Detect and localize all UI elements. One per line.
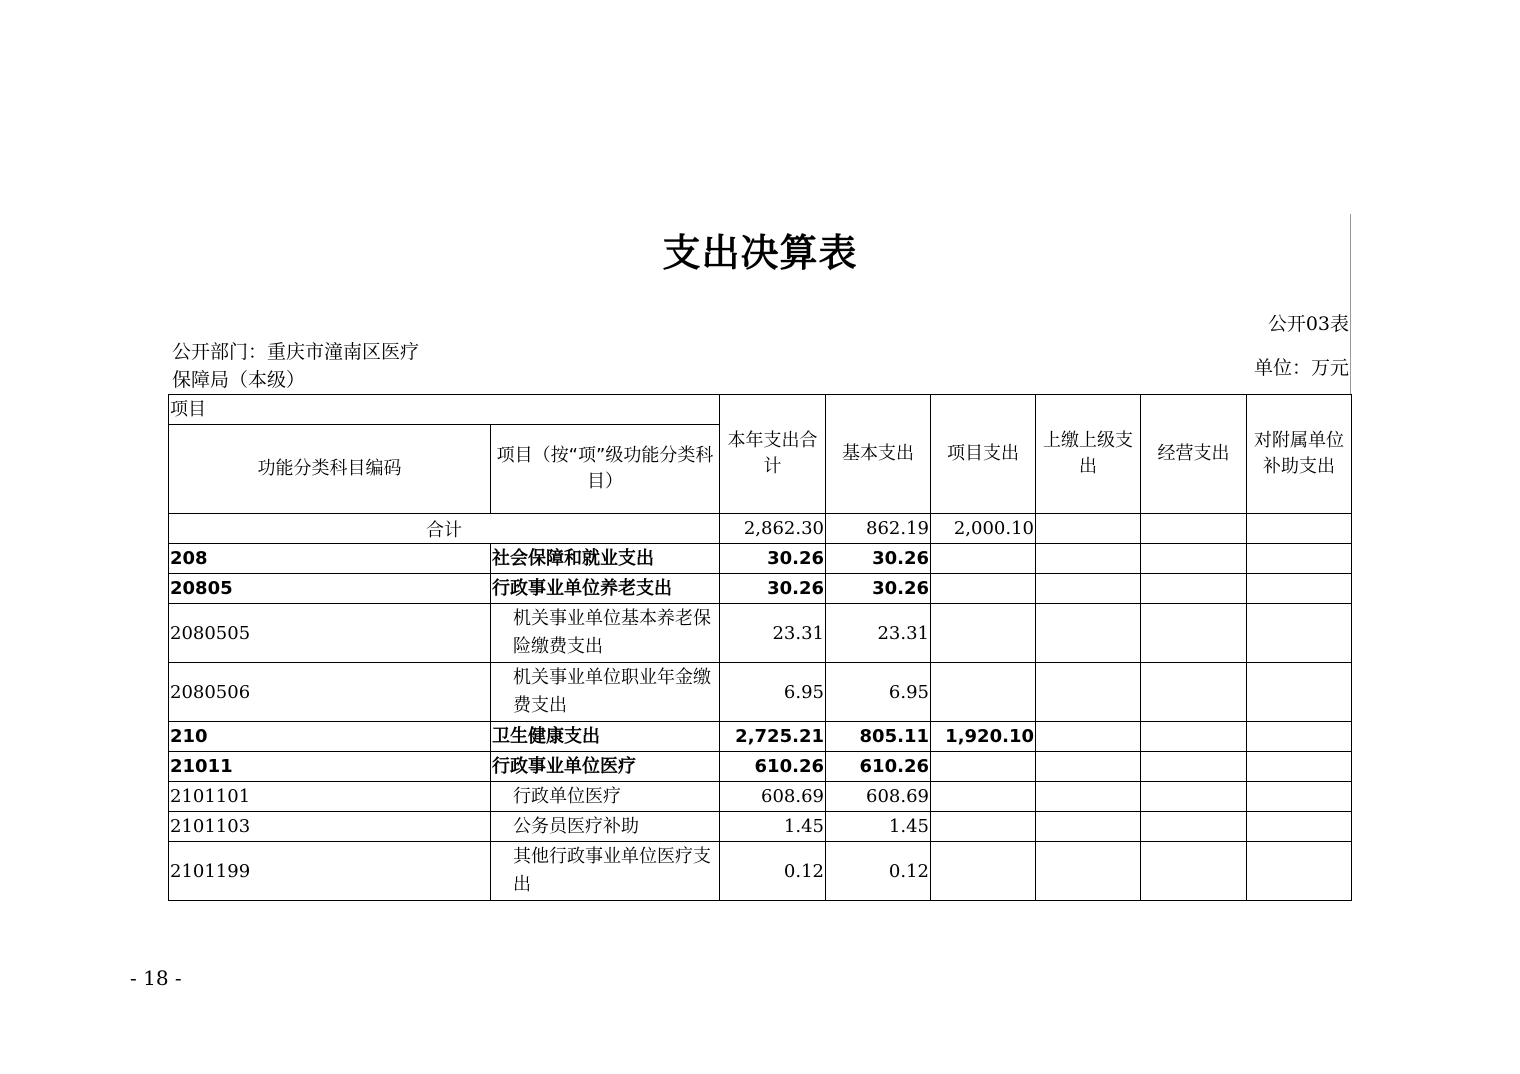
header-code: 功能分类科目编码: [169, 425, 491, 514]
row-subsidy: [1247, 574, 1352, 604]
header-superior: 上缴上级支出: [1036, 395, 1141, 514]
row-basic: 0.12: [826, 842, 931, 901]
total-business: [1141, 514, 1247, 544]
row-project-expense: [931, 663, 1036, 722]
header-subsidy: 对附属单位补助支出: [1247, 395, 1352, 514]
total-amount: 2,862.30: [720, 514, 826, 544]
header-total: 本年支出合计: [720, 395, 826, 514]
header-business: 经营支出: [1141, 395, 1247, 514]
row-name: 机关事业单位基本养老保险缴费支出: [491, 604, 720, 663]
row-total: 2,725.21: [720, 722, 826, 752]
row-business: [1141, 812, 1247, 842]
expenditure-table: [168, 394, 1352, 901]
row-name: 行政单位医疗: [491, 782, 720, 812]
row-business: [1141, 842, 1247, 901]
table-row: [169, 544, 1352, 574]
row-business: [1141, 752, 1247, 782]
header-project-expense: 项目支出: [931, 395, 1036, 514]
header-item: 项目（按“项”级功能分类科目）: [491, 425, 720, 514]
row-superior: [1036, 663, 1141, 722]
row-subsidy: [1247, 722, 1352, 752]
row-basic: 610.26: [826, 752, 931, 782]
total-subsidy: [1247, 514, 1352, 544]
header-basic: 基本支出: [826, 395, 931, 514]
total-label: 合计: [169, 514, 720, 544]
table-number: 公开03表: [1267, 313, 1349, 335]
total-basic: 862.19: [826, 514, 931, 544]
row-superior: [1036, 782, 1141, 812]
row-subsidy: [1247, 842, 1352, 901]
row-basic: 1.45: [826, 812, 931, 842]
row-total: 23.31: [720, 604, 826, 663]
row-subsidy: [1247, 782, 1352, 812]
row-code: 21011: [169, 752, 491, 782]
row-name: 社会保障和就业支出: [491, 544, 720, 574]
table-row: [169, 752, 1352, 782]
row-basic: 30.26: [826, 544, 931, 574]
total-superior: [1036, 514, 1141, 544]
row-name: 机关事业单位职业年金缴费支出: [491, 663, 720, 722]
row-basic: 608.69: [826, 782, 931, 812]
row-total: 1.45: [720, 812, 826, 842]
department-line-1: 公开部门：重庆市潼南区医疗: [172, 341, 420, 363]
row-basic: 30.26: [826, 574, 931, 604]
table-row: [169, 812, 1352, 842]
row-subsidy: [1247, 663, 1352, 722]
row-subsidy: [1247, 812, 1352, 842]
table-row: [169, 842, 1352, 901]
row-code: 2101103: [169, 812, 491, 842]
row-basic: 23.31: [826, 604, 931, 663]
unit-label: 单位：万元: [1253, 357, 1349, 379]
row-project-expense: [931, 604, 1036, 663]
row-name: 行政事业单位养老支出: [491, 574, 720, 604]
row-name: 其他行政事业单位医疗支出: [491, 842, 720, 901]
row-total: 30.26: [720, 574, 826, 604]
row-project-expense: [931, 782, 1036, 812]
row-business: [1141, 782, 1247, 812]
row-superior: [1036, 544, 1141, 574]
row-project-expense: 1,920.10: [931, 722, 1036, 752]
row-project-expense: [931, 574, 1036, 604]
row-total: 608.69: [720, 782, 826, 812]
page-number: - 18 -: [130, 966, 182, 990]
row-name: 卫生健康支出: [491, 722, 720, 752]
row-basic: 805.11: [826, 722, 931, 752]
row-business: [1141, 663, 1247, 722]
row-code: 20805: [169, 574, 491, 604]
row-project-expense: [931, 544, 1036, 574]
row-code: 208: [169, 544, 491, 574]
row-code: 2101199: [169, 842, 491, 901]
row-code: 2080505: [169, 604, 491, 663]
row-business: [1141, 722, 1247, 752]
row-business: [1141, 544, 1247, 574]
row-superior: [1036, 574, 1141, 604]
row-total: 0.12: [720, 842, 826, 901]
row-subsidy: [1247, 604, 1352, 663]
row-total: 610.26: [720, 752, 826, 782]
row-total: 6.95: [720, 663, 826, 722]
table-row: [169, 663, 1352, 722]
row-subsidy: [1247, 752, 1352, 782]
table-row: [169, 722, 1352, 752]
row-business: [1141, 574, 1247, 604]
department-label: [172, 338, 462, 394]
table-row: [169, 574, 1352, 604]
row-superior: [1036, 812, 1141, 842]
row-business: [1141, 604, 1247, 663]
table-row: [169, 604, 1352, 663]
row-subsidy: [1247, 544, 1352, 574]
row-code: 2101101: [169, 782, 491, 812]
total-project-expense: 2,000.10: [931, 514, 1036, 544]
row-project-expense: [931, 842, 1036, 901]
header-project: 项目: [169, 395, 720, 425]
department-line-2: 保障局（本级）: [172, 369, 306, 391]
row-superior: [1036, 842, 1141, 901]
divider: [1350, 214, 1351, 394]
table-row: [169, 782, 1352, 812]
row-basic: 6.95: [826, 663, 931, 722]
row-code: 210: [169, 722, 491, 752]
row-project-expense: [931, 752, 1036, 782]
row-superior: [1036, 722, 1141, 752]
row-name: 公务员医疗补助: [491, 812, 720, 842]
row-total: 30.26: [720, 544, 826, 574]
row-superior: [1036, 604, 1141, 663]
page-title: 支出决算表: [662, 231, 858, 275]
row-project-expense: [931, 812, 1036, 842]
row-code: 2080506: [169, 663, 491, 722]
row-superior: [1036, 752, 1141, 782]
row-name: 行政事业单位医疗: [491, 752, 720, 782]
